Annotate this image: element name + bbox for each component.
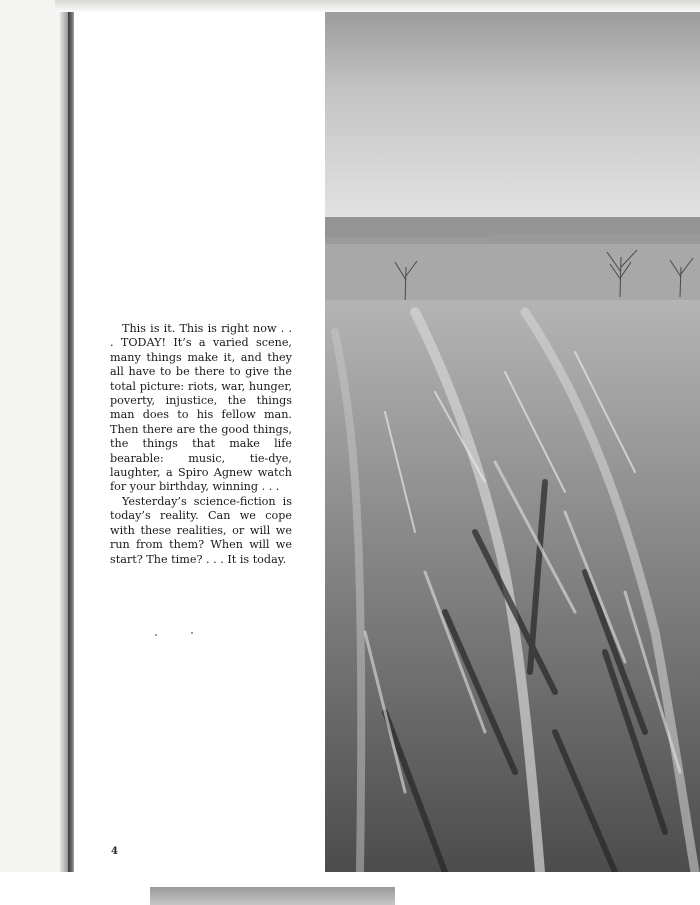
- dust-speck: [191, 632, 193, 634]
- page-number: 4: [111, 846, 118, 857]
- body-text: [110, 322, 292, 567]
- paragraph-2: Yesterday’s science-fiction is today’s reality. Can we cope with these realities, or will we run from them? When will we start? The time? . . . It is today.: [110, 494, 292, 566]
- cornfield-photo: [325, 12, 700, 872]
- dust-speck: [155, 634, 157, 636]
- meadow: [325, 244, 700, 304]
- binding-shadow: [60, 12, 68, 872]
- distant-building: [490, 234, 700, 244]
- scan-bottom-shadow: [150, 887, 395, 905]
- paragraph-1: This is it. This is right now . . . TODAY! It’s a varied scene, many things make it, and they all have to be there to give the total picture: riots, war, hunger, poverty, injustice, the things man does to his fellow man. Then there are the good things, the things that make life bearable: music, tie-dye, laughter, a Spiro Agnew watch for your birthday, winning . . .: [110, 322, 292, 494]
- scan-top-edge: [55, 0, 700, 12]
- sky: [325, 12, 700, 237]
